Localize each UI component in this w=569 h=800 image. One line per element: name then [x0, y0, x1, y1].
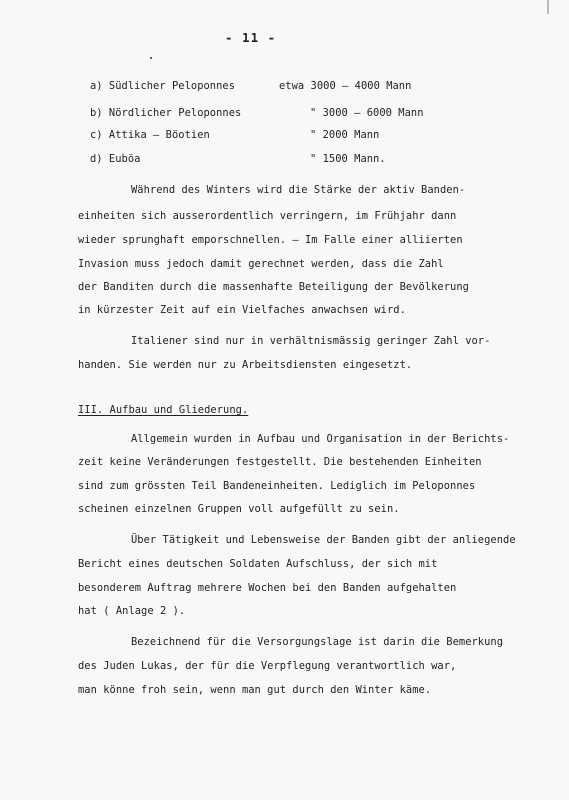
paragraph-line: hat ( Anlage 2 ).	[78, 605, 186, 617]
paragraph-line: zeit keine Veränderungen festgestellt. Die bestehenden Einheiten	[78, 456, 482, 468]
region-label: b) Nördlicher Peloponnes	[90, 107, 242, 119]
region-label: c) Attika – Böotien	[90, 129, 210, 141]
paragraph-line: Während des Winters wird die Stärke der aktiv Banden-	[131, 184, 466, 196]
paragraph-line: Invasion muss jedoch damit gerechnet werden, dass die Zahl	[78, 258, 444, 270]
ink-dot	[150, 57, 152, 59]
paragraph-line: Bezeichnend für die Versorgungslage ist darin die Bemerkung	[131, 636, 504, 648]
region-label: d) Euböa	[90, 153, 141, 165]
section-heading: III. Aufbau und Gliederung.	[78, 404, 249, 416]
region-count: " 1500 Mann.	[310, 153, 386, 165]
paragraph-line: Italiener sind nur in verhältnismässig geringer Zahl vor-	[131, 335, 491, 347]
paragraph-line: scheinen einzelnen Gruppen voll aufgefüllt zu sein.	[78, 503, 400, 515]
page-edge-mark	[547, 0, 549, 14]
region-label: a) Südlicher Peloponnes	[90, 80, 236, 92]
page-number: - 11 -	[225, 30, 277, 45]
paragraph-line: sind zum grössten Teil Bandeneinheiten. Lediglich im Peloponnes	[78, 480, 476, 492]
paragraph-line: Bericht eines deutschen Soldaten Aufschluss, der sich mit	[78, 558, 438, 570]
paragraph-line: Allgemein wurden in Aufbau und Organisation in der Berichts-	[131, 433, 510, 445]
paragraph-line: besonderem Auftrag mehrere Wochen bei den Banden aufgehalten	[78, 582, 457, 594]
paragraph-line: in kürzester Zeit auf ein Vielfaches anwachsen wird.	[78, 304, 406, 316]
paragraph-line: einheiten sich ausserordentlich verringern, im Frühjahr dann	[78, 210, 457, 222]
region-count: etwa 3000 – 4000 Mann	[279, 80, 412, 92]
paragraph-line: der Banditen durch die massenhafte Beteiligung der Bevölkerung	[78, 281, 469, 293]
paragraph-line: des Juden Lukas, der für die Verpflegung verantwortlich war,	[78, 660, 457, 672]
paragraph-line: man könne froh sein, wenn man gut durch den Winter käme.	[78, 684, 432, 696]
region-count: " 2000 Mann	[310, 129, 380, 141]
paragraph-line: handen. Sie werden nur zu Arbeitsdiensten eingesetzt.	[78, 359, 413, 371]
region-count: " 3000 – 6000 Mann	[310, 107, 424, 119]
paragraph-line: Über Tätigkeit und Lebensweise der Banden gibt der anliegende	[131, 534, 516, 546]
paragraph-line: wieder sprunghaft emporschnellen. – Im Falle einer alliierten	[78, 234, 463, 246]
